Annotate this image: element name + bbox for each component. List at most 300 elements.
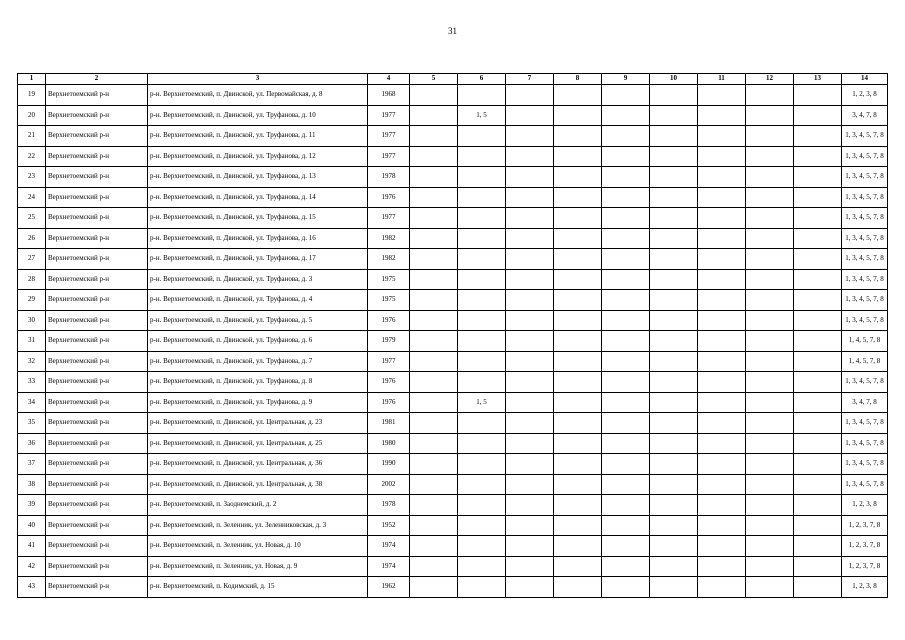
table-row bbox=[18, 269, 888, 290]
row-number-cell: 30 bbox=[18, 310, 46, 331]
col-14-cell: 1, 2, 3, 7, 8 bbox=[842, 515, 888, 536]
col-6-cell bbox=[458, 290, 506, 311]
address-cell: р-н. Верхнетоемский, п. Двинской, ул. Труфанова, д. 17 bbox=[148, 249, 368, 270]
district-cell: Верхнетоемский р-н bbox=[46, 556, 148, 577]
col-9-cell bbox=[602, 536, 650, 557]
col-7-cell bbox=[506, 372, 554, 393]
col-14-cell: 1, 4, 5, 7, 8 bbox=[842, 351, 888, 372]
col-7-cell bbox=[506, 515, 554, 536]
row-number-cell: 19 bbox=[18, 85, 46, 106]
col-8-cell bbox=[554, 85, 602, 106]
column-header: 7 bbox=[506, 74, 554, 85]
col-12-cell bbox=[746, 187, 794, 208]
row-number-cell: 33 bbox=[18, 372, 46, 393]
row-number-cell: 42 bbox=[18, 556, 46, 577]
col-7-cell bbox=[506, 167, 554, 188]
year-cell: 1976 bbox=[368, 372, 410, 393]
col-5-cell bbox=[410, 433, 458, 454]
table-row bbox=[18, 515, 888, 536]
col-12-cell bbox=[746, 413, 794, 434]
address-cell: р-н. Верхнетоемский, п. Двинской, ул. Центральная, д. 36 bbox=[148, 454, 368, 475]
col-8-cell bbox=[554, 556, 602, 577]
col-14-cell: 1, 3, 4, 5, 7, 8 bbox=[842, 269, 888, 290]
col-5-cell bbox=[410, 126, 458, 147]
col-12-cell bbox=[746, 126, 794, 147]
col-14-cell: 1, 3, 4, 5, 7, 8 bbox=[842, 290, 888, 311]
col-5-cell bbox=[410, 474, 458, 495]
col-6-cell bbox=[458, 167, 506, 188]
column-header: 2 bbox=[46, 74, 148, 85]
col-13-cell bbox=[794, 310, 842, 331]
column-header: 10 bbox=[650, 74, 698, 85]
district-cell: Верхнетоемский р-н bbox=[46, 269, 148, 290]
table-row bbox=[18, 474, 888, 495]
col-6-cell bbox=[458, 249, 506, 270]
col-6-cell bbox=[458, 208, 506, 229]
col-9-cell bbox=[602, 454, 650, 475]
year-cell: 1976 bbox=[368, 187, 410, 208]
table-row bbox=[18, 146, 888, 167]
col-13-cell bbox=[794, 351, 842, 372]
col-13-cell bbox=[794, 495, 842, 516]
col-7-cell bbox=[506, 269, 554, 290]
col-9-cell bbox=[602, 577, 650, 598]
col-9-cell bbox=[602, 351, 650, 372]
col-6-cell bbox=[458, 413, 506, 434]
column-header: 5 bbox=[410, 74, 458, 85]
address-cell: р-н. Верхнетоемский, п. Зеленник, ул. Новая, д. 10 bbox=[148, 536, 368, 557]
col-13-cell bbox=[794, 556, 842, 577]
col-10-cell bbox=[650, 105, 698, 126]
col-10-cell bbox=[650, 167, 698, 188]
year-cell: 1975 bbox=[368, 269, 410, 290]
col-8-cell bbox=[554, 167, 602, 188]
column-header: 9 bbox=[602, 74, 650, 85]
col-14-cell: 1, 3, 4, 5, 7, 8 bbox=[842, 187, 888, 208]
col-12-cell bbox=[746, 167, 794, 188]
address-cell: р-н. Верхнетоемский, п. Двинской, ул. Труфанова, д. 13 bbox=[148, 167, 368, 188]
col-11-cell bbox=[698, 433, 746, 454]
col-13-cell bbox=[794, 454, 842, 475]
col-9-cell bbox=[602, 126, 650, 147]
year-cell: 1978 bbox=[368, 167, 410, 188]
table-row bbox=[18, 167, 888, 188]
col-12-cell bbox=[746, 310, 794, 331]
col-5-cell bbox=[410, 577, 458, 598]
col-7-cell bbox=[506, 105, 554, 126]
col-14-cell: 1, 2, 3, 8 bbox=[842, 577, 888, 598]
col-13-cell bbox=[794, 187, 842, 208]
col-14-cell: 1, 3, 4, 5, 7, 8 bbox=[842, 146, 888, 167]
col-9-cell bbox=[602, 515, 650, 536]
col-5-cell bbox=[410, 228, 458, 249]
address-cell: р-н. Верхнетоемский, п. Двинской, ул. Труфанова, д. 5 bbox=[148, 310, 368, 331]
table-row bbox=[18, 228, 888, 249]
col-12-cell bbox=[746, 515, 794, 536]
col-13-cell bbox=[794, 208, 842, 229]
col-10-cell bbox=[650, 126, 698, 147]
col-5-cell bbox=[410, 515, 458, 536]
column-header: 11 bbox=[698, 74, 746, 85]
row-number-cell: 35 bbox=[18, 413, 46, 434]
district-cell: Верхнетоемский р-н bbox=[46, 331, 148, 352]
col-5-cell bbox=[410, 208, 458, 229]
column-header: 13 bbox=[794, 74, 842, 85]
col-5-cell bbox=[410, 167, 458, 188]
col-10-cell bbox=[650, 536, 698, 557]
col-10-cell bbox=[650, 85, 698, 106]
col-7-cell bbox=[506, 331, 554, 352]
col-11-cell bbox=[698, 454, 746, 475]
col-13-cell bbox=[794, 474, 842, 495]
col-12-cell bbox=[746, 105, 794, 126]
col-10-cell bbox=[650, 495, 698, 516]
year-cell: 1962 bbox=[368, 577, 410, 598]
col-8-cell bbox=[554, 126, 602, 147]
col-6-cell bbox=[458, 372, 506, 393]
col-8-cell bbox=[554, 105, 602, 126]
col-10-cell bbox=[650, 413, 698, 434]
col-7-cell bbox=[506, 474, 554, 495]
col-10-cell bbox=[650, 577, 698, 598]
col-5-cell bbox=[410, 351, 458, 372]
year-cell: 1982 bbox=[368, 228, 410, 249]
col-14-cell: 1, 3, 4, 5, 7, 8 bbox=[842, 208, 888, 229]
col-11-cell bbox=[698, 474, 746, 495]
col-13-cell bbox=[794, 536, 842, 557]
col-14-cell: 1, 3, 4, 5, 7, 8 bbox=[842, 228, 888, 249]
col-13-cell bbox=[794, 167, 842, 188]
col-7-cell bbox=[506, 433, 554, 454]
column-header: 6 bbox=[458, 74, 506, 85]
col-14-cell: 1, 3, 4, 5, 7, 8 bbox=[842, 454, 888, 475]
col-14-cell: 1, 3, 4, 5, 7, 8 bbox=[842, 126, 888, 147]
row-number-cell: 23 bbox=[18, 167, 46, 188]
col-13-cell bbox=[794, 372, 842, 393]
col-10-cell bbox=[650, 331, 698, 352]
col-5-cell bbox=[410, 187, 458, 208]
col-10-cell bbox=[650, 146, 698, 167]
col-6-cell bbox=[458, 331, 506, 352]
col-11-cell bbox=[698, 187, 746, 208]
row-number-cell: 29 bbox=[18, 290, 46, 311]
col-11-cell bbox=[698, 372, 746, 393]
district-cell: Верхнетоемский р-н bbox=[46, 495, 148, 516]
row-number-cell: 21 bbox=[18, 126, 46, 147]
col-6-cell bbox=[458, 146, 506, 167]
district-cell: Верхнетоемский р-н bbox=[46, 413, 148, 434]
row-number-cell: 25 bbox=[18, 208, 46, 229]
col-7-cell bbox=[506, 351, 554, 372]
year-cell: 1974 bbox=[368, 536, 410, 557]
col-14-cell: 1, 3, 4, 5, 7, 8 bbox=[842, 310, 888, 331]
col-7-cell bbox=[506, 413, 554, 434]
col-12-cell bbox=[746, 228, 794, 249]
col-9-cell bbox=[602, 146, 650, 167]
col-8-cell bbox=[554, 515, 602, 536]
district-cell: Верхнетоемский р-н bbox=[46, 249, 148, 270]
col-8-cell bbox=[554, 290, 602, 311]
year-cell: 1977 bbox=[368, 351, 410, 372]
col-11-cell bbox=[698, 515, 746, 536]
col-13-cell bbox=[794, 433, 842, 454]
col-9-cell bbox=[602, 413, 650, 434]
address-cell: р-н. Верхнетоемский, п. Зеленник, ул. Зеленниковская, д. 3 bbox=[148, 515, 368, 536]
col-11-cell bbox=[698, 351, 746, 372]
address-cell: р-н. Верхнетоемский, п. Двинской, ул. Труфанова, д. 3 bbox=[148, 269, 368, 290]
col-5-cell bbox=[410, 105, 458, 126]
col-8-cell bbox=[554, 208, 602, 229]
col-7-cell bbox=[506, 187, 554, 208]
col-11-cell bbox=[698, 310, 746, 331]
address-cell: р-н. Верхнетоемский, п. Двинской, ул. Труфанова, д. 15 bbox=[148, 208, 368, 229]
col-9-cell bbox=[602, 290, 650, 311]
row-number-cell: 20 bbox=[18, 105, 46, 126]
header-row bbox=[18, 74, 888, 85]
col-7-cell bbox=[506, 126, 554, 147]
address-cell: р-н. Верхнетоемский, п. Двинской, ул. Центральная, д. 25 bbox=[148, 433, 368, 454]
address-cell: р-н. Верхнетоемский, п. Двинской, ул. Труфанова, д. 16 bbox=[148, 228, 368, 249]
col-5-cell bbox=[410, 146, 458, 167]
col-9-cell bbox=[602, 392, 650, 413]
district-cell: Верхнетоемский р-н bbox=[46, 454, 148, 475]
col-6-cell bbox=[458, 351, 506, 372]
col-12-cell bbox=[746, 146, 794, 167]
table-row bbox=[18, 249, 888, 270]
col-5-cell bbox=[410, 413, 458, 434]
col-7-cell bbox=[506, 85, 554, 106]
col-11-cell bbox=[698, 146, 746, 167]
year-cell: 1974 bbox=[368, 556, 410, 577]
table-row bbox=[18, 208, 888, 229]
col-7-cell bbox=[506, 228, 554, 249]
col-5-cell bbox=[410, 495, 458, 516]
col-7-cell bbox=[506, 577, 554, 598]
col-13-cell bbox=[794, 392, 842, 413]
table-row bbox=[18, 577, 888, 598]
table-row bbox=[18, 105, 888, 126]
col-14-cell: 1, 4, 5, 7, 8 bbox=[842, 331, 888, 352]
col-6-cell bbox=[458, 577, 506, 598]
col-12-cell bbox=[746, 536, 794, 557]
col-9-cell bbox=[602, 433, 650, 454]
year-cell: 1978 bbox=[368, 495, 410, 516]
district-cell: Верхнетоемский р-н bbox=[46, 228, 148, 249]
table-row bbox=[18, 290, 888, 311]
col-8-cell bbox=[554, 331, 602, 352]
col-10-cell bbox=[650, 454, 698, 475]
col-13-cell bbox=[794, 331, 842, 352]
address-cell: р-н. Верхнетоемский, п. Двинской, ул. Труфанова, д. 7 bbox=[148, 351, 368, 372]
district-cell: Верхнетоемский р-н bbox=[46, 290, 148, 311]
col-11-cell bbox=[698, 392, 746, 413]
col-9-cell bbox=[602, 269, 650, 290]
col-8-cell bbox=[554, 351, 602, 372]
col-7-cell bbox=[506, 536, 554, 557]
table-row bbox=[18, 310, 888, 331]
col-8-cell bbox=[554, 187, 602, 208]
col-11-cell bbox=[698, 105, 746, 126]
col-8-cell bbox=[554, 392, 602, 413]
col-13-cell bbox=[794, 413, 842, 434]
column-header: 4 bbox=[368, 74, 410, 85]
col-10-cell bbox=[650, 208, 698, 229]
col-6-cell bbox=[458, 495, 506, 516]
col-5-cell bbox=[410, 269, 458, 290]
col-8-cell bbox=[554, 228, 602, 249]
col-7-cell bbox=[506, 208, 554, 229]
col-6-cell: 1, 5 bbox=[458, 392, 506, 413]
district-cell: Верхнетоемский р-н bbox=[46, 515, 148, 536]
col-14-cell: 1, 3, 4, 5, 7, 8 bbox=[842, 249, 888, 270]
row-number-cell: 28 bbox=[18, 269, 46, 290]
col-5-cell bbox=[410, 290, 458, 311]
col-14-cell: 1, 2, 3, 8 bbox=[842, 495, 888, 516]
col-10-cell bbox=[650, 290, 698, 311]
year-cell: 1980 bbox=[368, 433, 410, 454]
col-10-cell bbox=[650, 351, 698, 372]
col-7-cell bbox=[506, 249, 554, 270]
address-cell: р-н. Верхнетоемский, п. Двинской, ул. Первомайская, д. 8 bbox=[148, 85, 368, 106]
row-number-cell: 32 bbox=[18, 351, 46, 372]
col-8-cell bbox=[554, 474, 602, 495]
col-12-cell bbox=[746, 433, 794, 454]
col-14-cell: 1, 2, 3, 7, 8 bbox=[842, 556, 888, 577]
district-cell: Верхнетоемский р-н bbox=[46, 187, 148, 208]
col-14-cell: 1, 2, 3, 7, 8 bbox=[842, 536, 888, 557]
col-8-cell bbox=[554, 249, 602, 270]
table-header bbox=[18, 74, 888, 85]
col-5-cell bbox=[410, 392, 458, 413]
col-12-cell bbox=[746, 351, 794, 372]
row-number-cell: 37 bbox=[18, 454, 46, 475]
col-9-cell bbox=[602, 372, 650, 393]
col-12-cell bbox=[746, 577, 794, 598]
col-9-cell bbox=[602, 556, 650, 577]
column-header: 3 bbox=[148, 74, 368, 85]
col-12-cell bbox=[746, 269, 794, 290]
col-9-cell bbox=[602, 85, 650, 106]
year-cell: 1952 bbox=[368, 515, 410, 536]
col-12-cell bbox=[746, 331, 794, 352]
district-cell: Верхнетоемский р-н bbox=[46, 536, 148, 557]
col-5-cell bbox=[410, 331, 458, 352]
col-13-cell bbox=[794, 85, 842, 106]
address-cell: р-н. Верхнетоемский, п. Двинской, ул. Труфанова, д. 4 bbox=[148, 290, 368, 311]
address-cell: р-н. Верхнетоемский, п. Двинской, ул. Центральная, д. 38 bbox=[148, 474, 368, 495]
col-11-cell bbox=[698, 228, 746, 249]
col-11-cell bbox=[698, 577, 746, 598]
col-8-cell bbox=[554, 372, 602, 393]
row-number-cell: 36 bbox=[18, 433, 46, 454]
year-cell: 1981 bbox=[368, 413, 410, 434]
year-cell: 1977 bbox=[368, 126, 410, 147]
col-13-cell bbox=[794, 269, 842, 290]
col-13-cell bbox=[794, 515, 842, 536]
col-9-cell bbox=[602, 310, 650, 331]
col-5-cell bbox=[410, 454, 458, 475]
table-row bbox=[18, 495, 888, 516]
col-6-cell bbox=[458, 310, 506, 331]
address-cell: р-н. Верхнетоемский, п. Двинской, ул. Труфанова, д. 14 bbox=[148, 187, 368, 208]
col-8-cell bbox=[554, 454, 602, 475]
col-6-cell bbox=[458, 269, 506, 290]
col-8-cell bbox=[554, 577, 602, 598]
row-number-cell: 27 bbox=[18, 249, 46, 270]
table-row bbox=[18, 187, 888, 208]
col-5-cell bbox=[410, 249, 458, 270]
row-number-cell: 43 bbox=[18, 577, 46, 598]
district-cell: Верхнетоемский р-н bbox=[46, 310, 148, 331]
col-13-cell bbox=[794, 126, 842, 147]
col-10-cell bbox=[650, 372, 698, 393]
col-8-cell bbox=[554, 146, 602, 167]
col-8-cell bbox=[554, 413, 602, 434]
col-9-cell bbox=[602, 208, 650, 229]
table-row bbox=[18, 392, 888, 413]
col-8-cell bbox=[554, 536, 602, 557]
col-8-cell bbox=[554, 495, 602, 516]
row-number-cell: 39 bbox=[18, 495, 46, 516]
district-cell: Верхнетоемский р-н bbox=[46, 577, 148, 598]
col-14-cell: 3, 4, 7, 8 bbox=[842, 105, 888, 126]
address-cell: р-н. Верхнетоемский, п. Заоднемский, д. 2 bbox=[148, 495, 368, 516]
row-number-cell: 24 bbox=[18, 187, 46, 208]
year-cell: 1977 bbox=[368, 208, 410, 229]
address-cell: р-н. Верхнетоемский, п. Кодимский, д. 15 bbox=[148, 577, 368, 598]
col-12-cell bbox=[746, 454, 794, 475]
row-number-cell: 38 bbox=[18, 474, 46, 495]
col-13-cell bbox=[794, 228, 842, 249]
col-11-cell bbox=[698, 85, 746, 106]
col-14-cell: 1, 3, 4, 5, 7, 8 bbox=[842, 433, 888, 454]
col-11-cell bbox=[698, 331, 746, 352]
col-8-cell bbox=[554, 269, 602, 290]
address-cell: р-н. Верхнетоемский, п. Двинской, ул. Центральная, д. 23 bbox=[148, 413, 368, 434]
col-9-cell bbox=[602, 228, 650, 249]
row-number-cell: 26 bbox=[18, 228, 46, 249]
address-cell: р-н. Верхнетоемский, п. Двинской, ул. Труфанова, д. 12 bbox=[148, 146, 368, 167]
col-10-cell bbox=[650, 187, 698, 208]
district-cell: Верхнетоемский р-н bbox=[46, 105, 148, 126]
table-row bbox=[18, 126, 888, 147]
col-14-cell: 3, 4, 7, 8 bbox=[842, 392, 888, 413]
col-12-cell bbox=[746, 474, 794, 495]
col-11-cell bbox=[698, 290, 746, 311]
year-cell: 1990 bbox=[368, 454, 410, 475]
district-cell: Верхнетоемский р-н bbox=[46, 474, 148, 495]
col-6-cell bbox=[458, 228, 506, 249]
row-number-cell: 22 bbox=[18, 146, 46, 167]
district-cell: Верхнетоемский р-н bbox=[46, 351, 148, 372]
column-header: 8 bbox=[554, 74, 602, 85]
col-8-cell bbox=[554, 310, 602, 331]
col-9-cell bbox=[602, 331, 650, 352]
col-11-cell bbox=[698, 249, 746, 270]
row-number-cell: 40 bbox=[18, 515, 46, 536]
address-cell: р-н. Верхнетоемский, п. Зеленник, ул. Новая, д. 9 bbox=[148, 556, 368, 577]
address-cell: р-н. Верхнетоемский, п. Двинской, ул. Труфанова, д. 8 bbox=[148, 372, 368, 393]
col-9-cell bbox=[602, 495, 650, 516]
col-6-cell: 1, 5 bbox=[458, 105, 506, 126]
col-5-cell bbox=[410, 310, 458, 331]
year-cell: 1976 bbox=[368, 392, 410, 413]
col-6-cell bbox=[458, 85, 506, 106]
table-row bbox=[18, 85, 888, 106]
col-6-cell bbox=[458, 515, 506, 536]
col-6-cell bbox=[458, 187, 506, 208]
col-14-cell: 1, 3, 4, 5, 7, 8 bbox=[842, 413, 888, 434]
